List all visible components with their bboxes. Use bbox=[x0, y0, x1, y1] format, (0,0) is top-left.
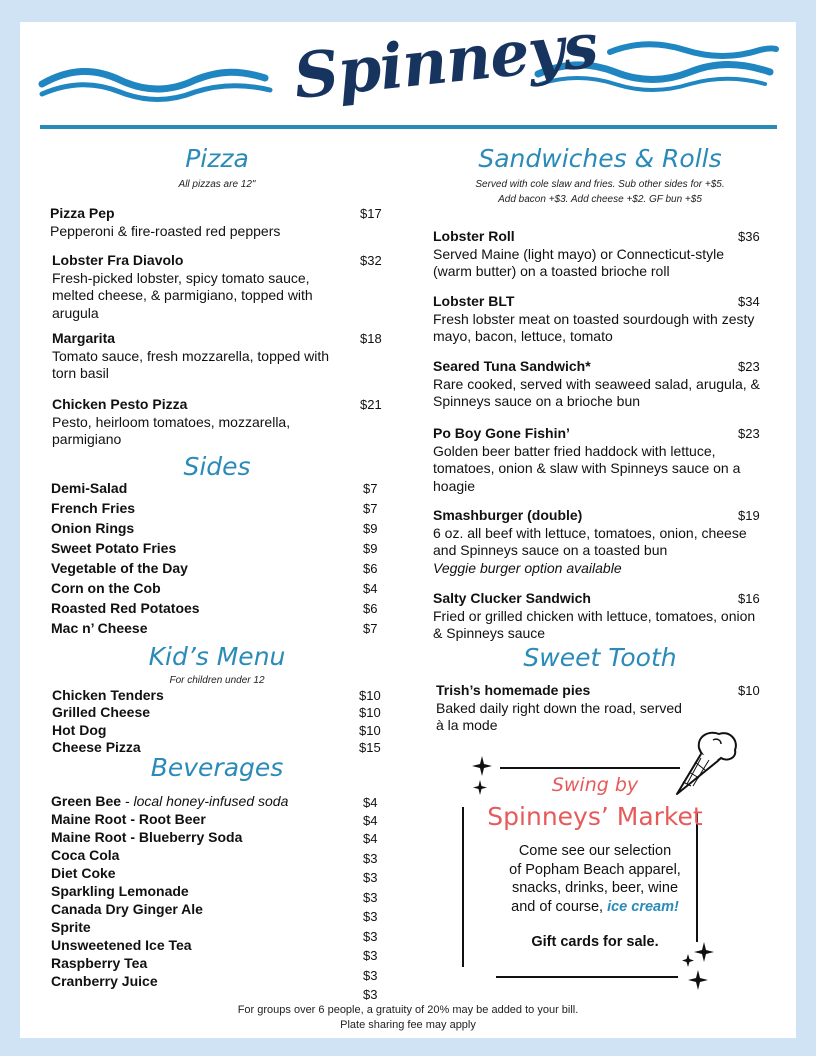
kids-item-price: $15 bbox=[359, 739, 381, 755]
section-title-sandwiches: Sandwiches & Rolls bbox=[478, 144, 722, 173]
footer-note bbox=[20, 1003, 796, 1033]
side-item-name: Mac n’ Cheese bbox=[51, 620, 148, 636]
sandwich-item bbox=[433, 228, 763, 281]
promo-body bbox=[470, 842, 720, 916]
section-title-sweet-tooth: Sweet Tooth bbox=[523, 643, 677, 672]
sandwich-price: $23 bbox=[738, 359, 760, 374]
beverage-price: $3 bbox=[363, 948, 378, 963]
promo-line-bottom bbox=[496, 976, 678, 978]
sandwiches-note-1: Served with cole slaw and fries. Sub other sides for +$5. bbox=[475, 179, 725, 190]
side-item-price: $7 bbox=[363, 501, 378, 516]
side-item-price: $6 bbox=[363, 561, 378, 576]
beverage-item bbox=[51, 829, 242, 845]
beverage-price: $3 bbox=[363, 889, 378, 905]
logo: Spinneys bbox=[290, 8, 601, 114]
sandwich-description: Rare cooked, served with seaweed salad, arugula, & Spinneys sauce on a brioche bun bbox=[433, 375, 760, 409]
sandwich-price: $16 bbox=[738, 591, 760, 606]
sandwich-price: $23 bbox=[738, 426, 760, 441]
beverage-name: Sparkling Lemonade bbox=[51, 883, 189, 899]
beverage-name: Raspberry Tea bbox=[51, 955, 148, 971]
beverage-name: Maine Root - Root Beer bbox=[51, 811, 206, 827]
beverage-item bbox=[51, 937, 192, 953]
beverage-item bbox=[51, 901, 203, 917]
kids-item-name: Chicken Tenders bbox=[52, 687, 164, 703]
sandwich-item bbox=[433, 425, 763, 495]
beverage-description: - local honey-infused soda bbox=[121, 793, 289, 809]
footer-gratuity: For groups over 6 people, a gratuity of 20% may be added to your bill. bbox=[237, 1004, 579, 1016]
side-item-price: $7 bbox=[363, 481, 378, 496]
sandwich-note: Veggie burger option available bbox=[433, 559, 622, 576]
beverage-price: $3 bbox=[363, 928, 378, 944]
side-item-price: $9 bbox=[363, 521, 378, 536]
sandwich-price: $34 bbox=[738, 294, 760, 309]
price: $10 bbox=[738, 683, 760, 698]
sandwich-name: Smashburger (double) bbox=[433, 507, 583, 523]
kids-item-price: $10 bbox=[359, 722, 381, 738]
sandwich-name: Lobster BLT bbox=[433, 293, 515, 309]
price: $32 bbox=[360, 253, 382, 268]
sandwich-description: Fried or grilled chicken with lettuce, tomatoes, onion & Spinneys sauce bbox=[433, 607, 756, 641]
sandwiches-note-2: Add bacon +$3. Add cheese +$2. GF bun +$5 bbox=[498, 194, 702, 205]
sandwich-price: $19 bbox=[738, 508, 760, 523]
beverage-price: $4 bbox=[363, 831, 378, 846]
sandwich-description: Fresh lobster meat on toasted sourdough with zesty mayo, bacon, lettuce, tomato bbox=[433, 310, 755, 344]
promo-gift-cards: Gift cards for sale. bbox=[531, 934, 659, 950]
menu-page bbox=[20, 8, 796, 1038]
beverage-name: Cranberry Juice bbox=[51, 973, 158, 989]
beverage-item bbox=[51, 919, 91, 935]
beverage-price: $3 bbox=[363, 967, 378, 983]
sandwich-item bbox=[433, 590, 763, 643]
beverage-price: $3 bbox=[363, 987, 378, 1002]
price: $17 bbox=[360, 206, 382, 221]
side-item-name: Onion Rings bbox=[51, 520, 135, 536]
ice-cream-highlight: ice cream! bbox=[607, 898, 679, 915]
beverage-item bbox=[51, 793, 288, 809]
pizza-note: All pizzas are 12" bbox=[178, 179, 256, 190]
menu-item-pies: Trish’s homemade pies Baked daily right down the road, served à la mode bbox=[436, 682, 682, 733]
kids-note: For children under 12 bbox=[169, 675, 265, 686]
footer-sharing: Plate sharing fee may apply bbox=[340, 1019, 476, 1031]
sandwich-item bbox=[433, 507, 763, 577]
sandwich-name: Salty Clucker Sandwich bbox=[433, 590, 591, 606]
beverage-price: $4 bbox=[363, 795, 378, 810]
beverage-name: Maine Root - Blueberry Soda bbox=[51, 829, 243, 845]
beverage-name: Diet Coke bbox=[51, 865, 116, 881]
side-item-name: Sweet Potato Fries bbox=[51, 540, 177, 556]
promo-body-line: and of course, ice cream! bbox=[511, 898, 679, 915]
kids-item-name: Hot Dog bbox=[52, 721, 107, 738]
menu-item-chicken-pesto-pizza: Chicken Pesto Pizza Pesto, heirloom tomatoes, mozzarella, parmigiano bbox=[52, 396, 291, 447]
promo-body-line: of Popham Beach apparel, bbox=[509, 861, 681, 878]
side-item-name: Roasted Red Potatoes bbox=[51, 600, 200, 616]
price: $18 bbox=[360, 331, 382, 346]
side-item-name: French Fries bbox=[51, 500, 136, 516]
side-item-price: $6 bbox=[363, 601, 378, 616]
sandwich-description: 6 oz. all beef with lettuce, tomatoes, onion, cheese and Spinneys sauce on a toasted bun bbox=[433, 524, 747, 558]
promo-line-left bbox=[462, 807, 464, 967]
beverage-item bbox=[51, 973, 158, 989]
beverage-price: $3 bbox=[363, 850, 378, 866]
side-item-name: Vegetable of the Day bbox=[51, 560, 188, 576]
side-item-price: $9 bbox=[363, 541, 378, 556]
sandwich-item bbox=[433, 293, 763, 346]
beverage-item bbox=[51, 847, 119, 863]
sandwich-description: Golden beer batter fried haddock with lettuce, tomatoes, onion & slaw with Spinneys sauce on a hoagie bbox=[433, 442, 741, 494]
section-title-pizza: Pizza bbox=[185, 144, 249, 173]
beverage-price: $3 bbox=[363, 870, 378, 885]
kids-item-price: $10 bbox=[359, 705, 381, 721]
promo-body-line: Come see our selection bbox=[518, 843, 672, 859]
sandwich-name: Seared Tuna Sandwich* bbox=[433, 358, 591, 374]
beverage-name: Canada Dry Ginger Ale bbox=[51, 901, 203, 917]
section-title-sides: Sides bbox=[183, 452, 251, 481]
promo-market-title: Spinneys’ Market bbox=[487, 802, 703, 831]
beverage-price: $3 bbox=[363, 909, 378, 924]
promo-swing-by: Swing by bbox=[551, 774, 639, 796]
kids-item-name: Cheese Pizza bbox=[52, 738, 141, 755]
menu-item-lobster-fra-diavolo: Lobster Fra Diavolo Fresh-picked lobster, spicy tomato sauce, melted cheese, & parmigiano, topped with arugula bbox=[52, 252, 313, 321]
promo-body-line: snacks, drinks, beer, wine bbox=[511, 880, 679, 896]
beverage-item bbox=[51, 955, 147, 971]
menu-item-margarita: Margarita Tomato sauce, fresh mozzarella, topped with torn basil bbox=[52, 330, 330, 381]
beverage-name: Green Bee bbox=[51, 793, 122, 809]
beverage-name: Sprite bbox=[51, 919, 91, 935]
sandwich-price: $36 bbox=[738, 229, 760, 244]
header-divider bbox=[40, 125, 777, 129]
side-item-name: Corn on the Cob bbox=[51, 580, 161, 596]
side-item-price: $7 bbox=[363, 621, 378, 636]
beverage-item bbox=[51, 811, 206, 827]
side-item-name: Demi-Salad bbox=[51, 480, 128, 496]
menu-item-pizza-pep: Pizza Pep Pepperoni & fire-roasted red peppers bbox=[50, 205, 281, 239]
promo-line-top bbox=[500, 767, 680, 769]
section-title-kids: Kid’s Menu bbox=[148, 642, 286, 671]
beverage-name: Coca Cola bbox=[51, 847, 120, 863]
sandwich-item bbox=[433, 358, 763, 411]
beverage-price: $4 bbox=[363, 813, 378, 828]
price: $21 bbox=[360, 397, 382, 412]
section-title-beverages: Beverages bbox=[150, 753, 284, 782]
beverage-item bbox=[51, 865, 116, 881]
side-item-price: $4 bbox=[363, 581, 378, 596]
beverage-name: Unsweetened Ice Tea bbox=[51, 937, 192, 953]
beverage-item bbox=[51, 883, 189, 899]
sandwich-name: Lobster Roll bbox=[433, 228, 515, 244]
kids-item-name: Grilled Cheese bbox=[52, 704, 151, 721]
kids-item-price: $10 bbox=[359, 688, 381, 703]
sandwich-name: Po Boy Gone Fishin’ bbox=[433, 425, 570, 441]
sandwich-description: Served Maine (light mayo) or Connecticut-style (warm butter) on a toasted brioche roll bbox=[433, 245, 725, 279]
